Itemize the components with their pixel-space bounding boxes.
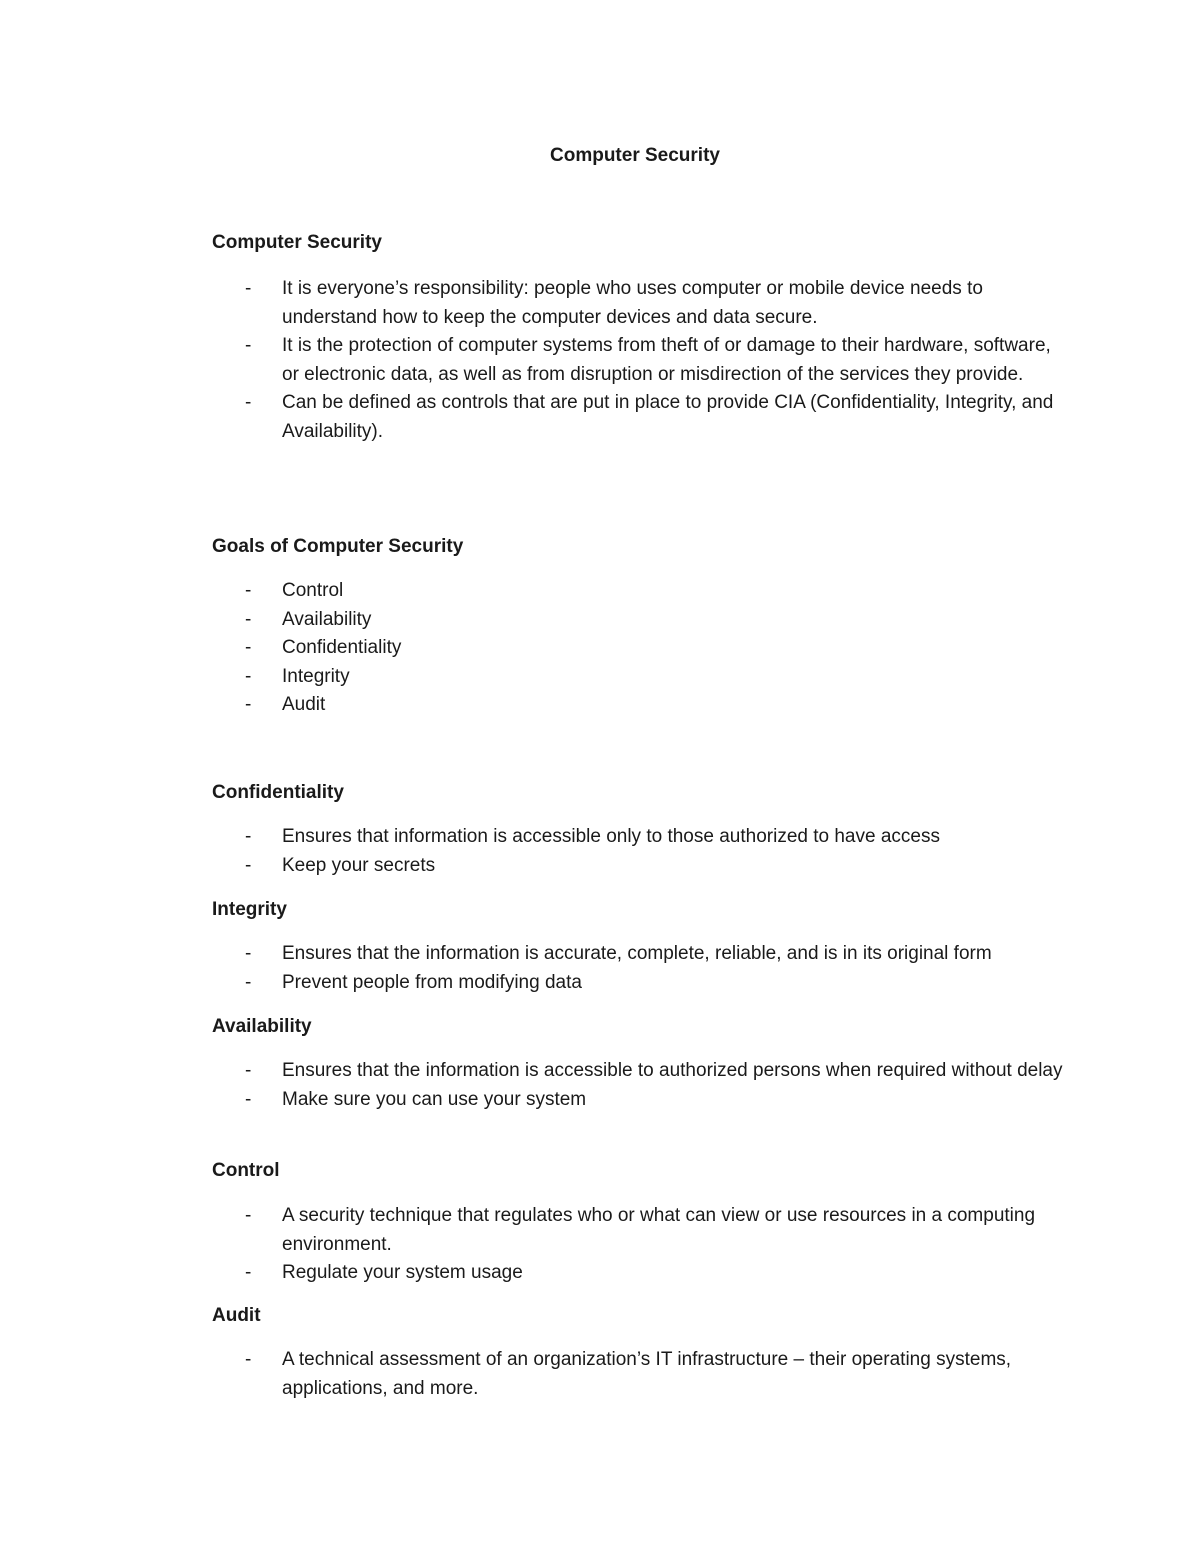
list-item-text: A security technique that regulates who or what can view or use resources in a computing environment.: [282, 1205, 1036, 1255]
bullet-dash: -: [245, 1349, 252, 1370]
section-list-goals: [212, 577, 1072, 720]
list-item: [212, 823, 1072, 852]
bullet-dash: -: [245, 1088, 252, 1110]
list-item-text: Ensures that the information is accessible to authorized persons when required without delay: [282, 1060, 1063, 1081]
section-heading-availability: Availability: [212, 1016, 312, 1037]
list-item-text: Make sure you can use your system: [282, 1088, 587, 1110]
list-item: [212, 577, 1072, 606]
bullet-dash: -: [245, 335, 252, 356]
list-item: [212, 663, 1072, 692]
bullet-dash: -: [245, 665, 252, 687]
section-heading-goals: Goals of Computer Security: [212, 536, 464, 557]
section-list-audit: [212, 1346, 1072, 1403]
bullet-dash: -: [245, 971, 252, 993]
section-list-integrity: [212, 940, 1072, 997]
list-item: [212, 1057, 1072, 1086]
list-item: [212, 1346, 1072, 1403]
section-heading-confidentiality: Confidentiality: [212, 782, 344, 803]
bullet-dash: -: [245, 826, 252, 847]
list-item-text: Keep your secrets: [282, 854, 436, 876]
section-list-availability: [212, 1057, 1072, 1114]
bullet-dash: -: [245, 278, 252, 299]
list-item-text: Control: [282, 580, 344, 601]
section-list-confidentiality: [212, 823, 1072, 880]
list-item: [212, 275, 1072, 332]
list-item: [212, 1259, 1072, 1288]
list-item-text: Prevent people from modifying data: [282, 971, 582, 993]
section-list-control: [212, 1202, 1072, 1288]
list-item-text: Ensures that the information is accurate, complete, reliable, and is in its original form: [282, 943, 992, 964]
list-item-text: Availability: [282, 608, 372, 630]
list-item-text: Audit: [282, 694, 326, 715]
bullet-dash: -: [245, 694, 252, 715]
list-item: [212, 606, 1072, 635]
bullet-dash: -: [245, 1262, 252, 1283]
bullet-dash: -: [245, 580, 252, 601]
list-item: [212, 969, 1072, 998]
bullet-dash: -: [245, 943, 252, 964]
list-item: [212, 389, 1072, 446]
list-item-text: It is the protection of computer systems from theft of or damage to their hardware, software, or electronic data, as well as from disruption or misdirection of the services they provide.: [282, 335, 1051, 385]
list-item-text: A technical assessment of an organization’s IT infrastructure – their operating systems, applications, and more.: [282, 1349, 1012, 1399]
section-heading-audit: Audit: [212, 1305, 261, 1326]
list-item-text: Integrity: [282, 665, 350, 687]
bullet-dash: -: [245, 637, 252, 658]
list-item: [212, 691, 1072, 720]
list-item: [212, 940, 1072, 969]
list-item-text: Regulate your system usage: [282, 1262, 523, 1283]
bullet-dash: -: [245, 1205, 252, 1226]
list-item: [212, 852, 1072, 881]
list-item: [212, 1202, 1072, 1259]
list-item-text: It is everyone’s responsibility: people who uses computer or mobile device needs to understand how to keep the computer devices and data secure.: [282, 278, 983, 328]
list-item: [212, 634, 1072, 663]
list-item-text: Confidentiality: [282, 637, 402, 658]
section-list-computer-security: [212, 275, 1072, 446]
section-heading-control: Control: [212, 1160, 280, 1181]
list-item: [212, 1086, 1072, 1115]
bullet-dash: -: [245, 392, 252, 413]
document-title: Computer Security: [550, 145, 720, 166]
section-heading-integrity: Integrity: [212, 899, 287, 920]
list-item-text: Ensures that information is accessible only to those authorized to have access: [282, 826, 940, 847]
bullet-dash: -: [245, 1060, 252, 1081]
list-item-text: Can be defined as controls that are put in place to provide CIA (Confidentiality, Integrity, and Availability).: [282, 392, 1054, 442]
section-heading-computer-security: Computer Security: [212, 232, 382, 253]
bullet-dash: -: [245, 854, 252, 876]
list-item: [212, 332, 1072, 389]
bullet-dash: -: [245, 608, 252, 630]
